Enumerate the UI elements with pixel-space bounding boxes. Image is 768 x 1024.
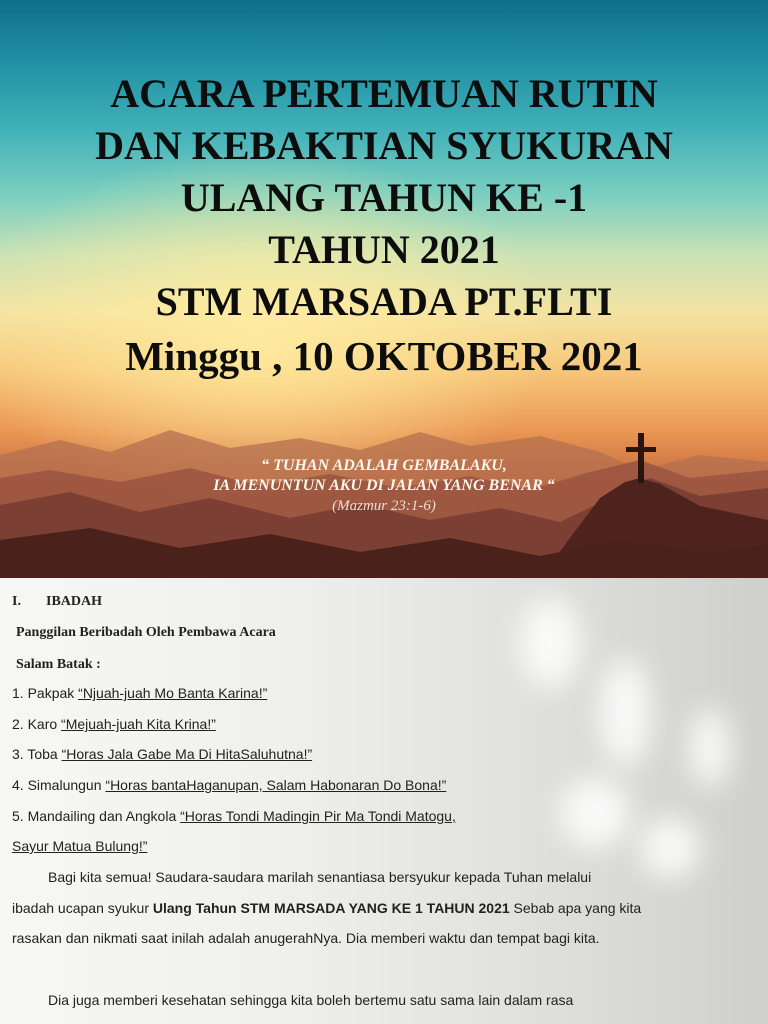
greeting-label: Salam Batak : (16, 657, 101, 672)
greeting-prefix: 1. Pakpak (12, 685, 79, 701)
greeting-text: “Njuah-juah Mo Banta Karina!” (78, 685, 268, 701)
scripture-quote (0, 456, 768, 516)
greeting-prefix: 4. Simalungun (12, 777, 106, 793)
paragraph-1-line-3: rasakan dan nikmati saat inilah adalah anugerahNya. Dia memberi waktu dan tempat bagi kita. (12, 930, 600, 946)
bokeh-light (600, 658, 650, 768)
paragraph-text: ibadah ucapan syukur (12, 900, 153, 916)
greeting-item-mandailing-cont (12, 838, 147, 854)
title-line-5: STM MARSADA PT.FLTI (155, 279, 613, 324)
greeting-text: “Horas bantaHaganupan, Salam Habonaran Do Bona!” (105, 777, 447, 793)
title-line-3: ULANG TAHUN KE -1 (180, 175, 588, 220)
greeting-item-mandailing (12, 808, 456, 824)
event-title (0, 68, 768, 384)
verse-reference: (Mazmur 23:1-6) (332, 498, 436, 514)
verse-line-2: IA MENUNTUN AKU DI JALAN YANG BENAR “ (213, 477, 555, 494)
greeting-item-simalungun (12, 777, 446, 793)
paragraph-1-line-2 (12, 900, 641, 916)
greeting-text: “Horas Tondi Madingin Pir Ma Tondi Matogu, (180, 808, 456, 824)
paragraph-2-line-1: Dia juga memberi kesehatan sehingga kita boleh bertemu satu sama lain dalam rasa (48, 992, 574, 1008)
document-body (0, 578, 768, 1024)
verse-line-1: “ TUHAN ADALAH GEMBALAKU, (261, 457, 507, 474)
greeting-item-toba (12, 746, 312, 762)
greeting-text: Sayur Matua Bulung!” (12, 838, 148, 854)
bokeh-light (560, 778, 630, 848)
paragraph-1-line-1: Bagi kita semua! Saudara-saudara marilah senantiasa bersyukur kepada Tuhan melalui (48, 869, 592, 885)
bokeh-light (690, 708, 730, 788)
section-number: I. (12, 594, 21, 609)
section-title: IBADAH (46, 594, 103, 609)
event-date: Minggu , 10 OKTOBER 2021 (125, 333, 643, 379)
greeting-text: “Mejuah-juah Kita Krina!” (61, 716, 216, 732)
bokeh-light (640, 818, 700, 878)
section-subheading: Panggilan Beribadah Oleh Pembawa Acara (16, 625, 276, 640)
greeting-prefix: 2. Karo (12, 716, 62, 732)
bokeh-light (520, 598, 580, 688)
greeting-item-pakpak (12, 685, 267, 701)
greeting-text: “Horas Jala Gabe Ma Di HitaSaluhutna!” (61, 746, 313, 762)
paragraph-text: Sebab apa yang kita (509, 900, 642, 916)
title-line-4: TAHUN 2021 (268, 227, 500, 272)
paragraph-emphasis: Ulang Tahun STM MARSADA YANG KE 1 TAHUN 2021 (152, 900, 510, 916)
greeting-prefix: 5. Mandailing dan Angkola (12, 808, 181, 824)
greeting-item-karo (12, 716, 216, 732)
title-line-1: ACARA PERTEMUAN RUTIN (110, 71, 658, 116)
greeting-prefix: 3. Toba (12, 746, 62, 762)
title-line-2: DAN KEBAKTIAN SYUKURAN (95, 123, 673, 168)
